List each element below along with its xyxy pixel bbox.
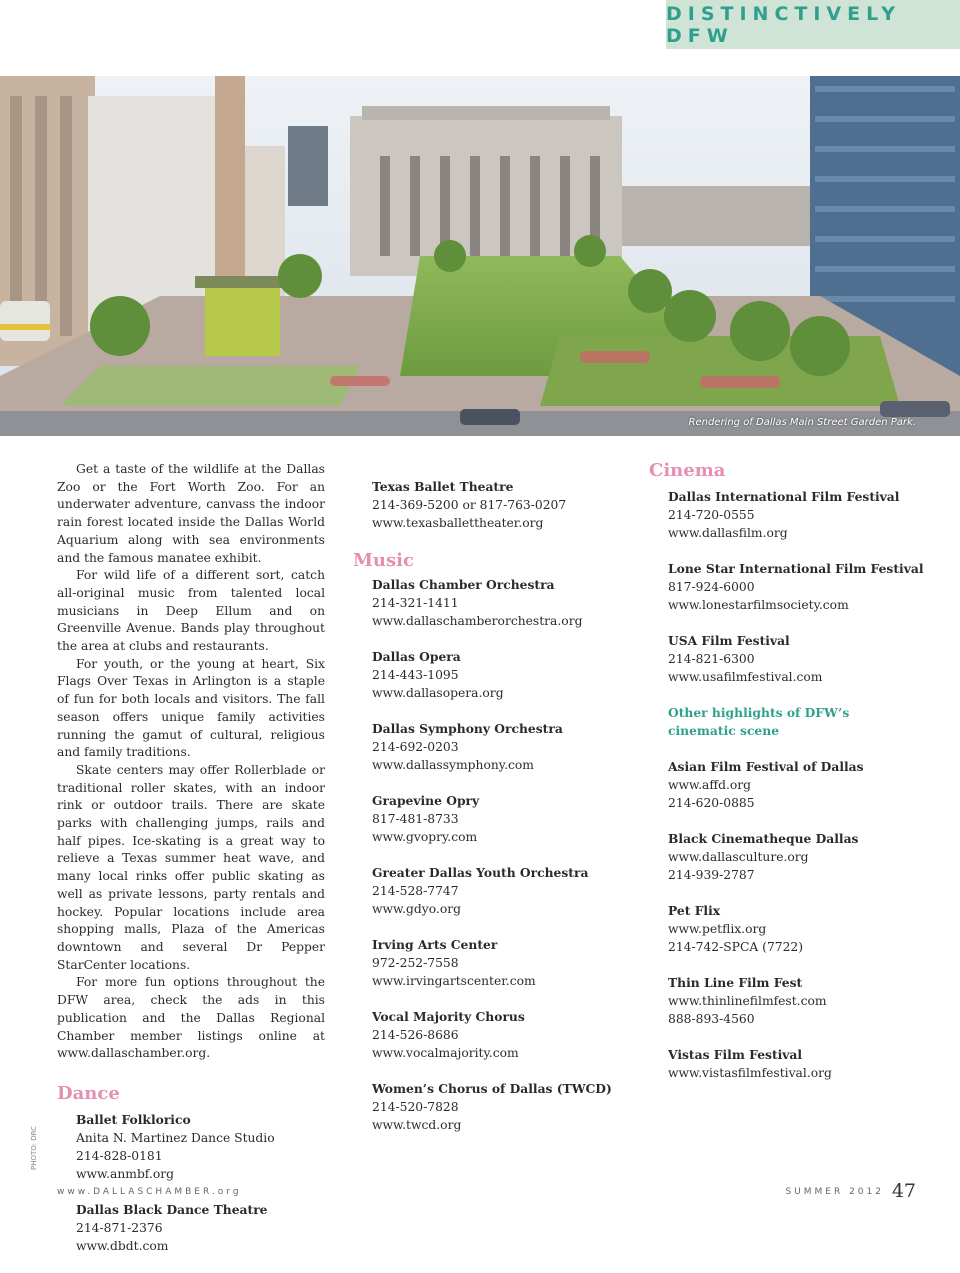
listing-item <box>668 758 929 812</box>
listing-name: Thin Line Film Fest <box>668 975 803 990</box>
listing-item <box>668 830 929 884</box>
listing-item <box>668 560 929 614</box>
listing-phone: 214-871-2376 <box>76 1220 163 1235</box>
listing-name: Irving Arts Center <box>372 937 498 952</box>
intro-paragraph: Get a taste of the wildlife at the Dallas Zoo or the Fort Worth Zoo. For an underwater adventure, canvass the indoor rain forest located inside the Dallas World Aquarium along with sea environments and the famous manatee exhibit. <box>57 462 325 565</box>
listing-name: Ballet Folklorico <box>76 1111 191 1127</box>
listing-item <box>372 576 633 630</box>
listing-phone: 214-443-1095 <box>372 668 459 682</box>
listing-phone: 817-481-8733 <box>372 812 459 826</box>
listing-phone: 214-828-0181 <box>76 1148 163 1163</box>
section-tag-label: DISTINCTIVELY DFW <box>666 2 902 47</box>
listing-item <box>372 720 633 774</box>
listing-item <box>372 864 633 918</box>
cinema-heading: Cinema <box>649 460 726 481</box>
listing-website: www.usafilmfestival.com <box>668 670 823 684</box>
listing-item <box>372 1080 633 1134</box>
listing-website: www.vocalmajority.com <box>372 1046 519 1060</box>
listing-name: Dallas Opera <box>372 649 461 664</box>
subheading-line: Other highlights of DFW’s <box>668 705 850 720</box>
listing-phone: 214-369-5200 or 817-763-0207 <box>372 498 567 512</box>
listing-phone: 214-821-6300 <box>668 652 755 666</box>
listing-item <box>668 902 929 956</box>
photo-credit-text: PHOTO: DRC <box>30 1125 38 1170</box>
hero-image <box>0 76 960 436</box>
listing-phone: 214-620-0885 <box>668 796 755 810</box>
listing-website: www.dallasopera.org <box>372 686 504 700</box>
music-heading: Music <box>353 550 414 571</box>
listing-item <box>372 1008 633 1062</box>
listing-name: Dallas Symphony Orchestra <box>372 721 563 736</box>
listing-website: www.lonestarfilmsociety.com <box>668 598 849 612</box>
listing-name: Dallas Black Dance Theatre <box>76 1201 268 1217</box>
listing-phone: 214-321-1411 <box>372 596 459 610</box>
listing-name: Greater Dallas Youth Orchestra <box>372 865 589 880</box>
listing-phone: 214-526-8686 <box>372 1028 459 1042</box>
listing-phone: 214-520-7828 <box>372 1100 459 1114</box>
listing-name: Lone Star International Film Festival <box>668 561 924 576</box>
listing-phone: 817-924-6000 <box>668 580 755 594</box>
listing-name: Black Cinematheque Dallas <box>668 831 859 846</box>
article-column-1 <box>57 461 325 1273</box>
listing-ballet-folklorico <box>76 1111 325 1183</box>
cinema-highlights-subheading <box>668 704 929 740</box>
listing-website: www.dallassymphony.com <box>372 758 534 772</box>
page-number: 47 <box>891 1180 916 1202</box>
listing-website: www.gdyo.org <box>372 902 461 916</box>
listing-name: Asian Film Festival of Dallas <box>668 759 864 774</box>
listing-phone: 888-893-4560 <box>668 1012 755 1026</box>
listing-website: www.affd.org <box>668 778 752 792</box>
listing-item <box>372 936 633 990</box>
music-list <box>353 576 633 1134</box>
listing-item <box>372 792 633 846</box>
listing-website: www.dbdt.com <box>76 1238 169 1253</box>
park-rendering-illustration <box>0 76 960 436</box>
listing-item <box>668 488 929 542</box>
intro-paragraph: For wild life of a different sort, catch all-original music from talented local musicians in Deep Ellum and on Greenville Avenue. Bands play throughout the area at clubs and restaurants. <box>57 568 325 654</box>
listing-phone: 972-252-7558 <box>372 956 459 970</box>
listing-website: www.texasballettheater.org <box>372 516 544 530</box>
listing-name: Dallas International Film Festival <box>668 489 900 504</box>
photo-caption: Rendering of Dallas Main Street Garden Park. <box>688 417 916 428</box>
listing-item <box>372 648 633 702</box>
intro-paragraph: Skate centers may offer Rollerblade or traditional roller skates, with an indoor rink or outdoor trails. There are skate parks with challenging jumps, rails and half pipes. Ice-skating is a great way to relieve a Texas summer heat wave, and many local rinks offer public skating as well as private lessons, party rentals and hockey. Popular locations include area shopping malls, Plaza of the Americas downtown and several Dr Pepper StarCenter locations. <box>57 762 325 972</box>
photo-credit <box>30 1125 44 1170</box>
listing-name: Vistas Film Festival <box>668 1047 803 1062</box>
listing-line: Anita N. Martinez Dance Studio <box>76 1130 275 1145</box>
listing-item <box>668 1046 929 1082</box>
section-tag <box>666 0 960 49</box>
listing-website: www.vistasfilmfestival.org <box>668 1066 832 1080</box>
listing-name: Dallas Chamber Orchestra <box>372 577 555 592</box>
listing-website: www.dallasculture.org <box>668 850 809 864</box>
listing-website: www.twcd.org <box>372 1118 462 1132</box>
listing-website: www.thinlinefilmfest.com <box>668 994 827 1008</box>
dance-section <box>57 1083 325 1255</box>
listing-name: Pet Flix <box>668 903 721 918</box>
listing-texas-ballet-theatre <box>372 478 633 532</box>
listing-name: Grapevine Opry <box>372 793 480 808</box>
listing-name: Texas Ballet Theatre <box>372 479 514 494</box>
dance-heading: Dance <box>57 1082 120 1104</box>
listing-website: www.anmbf.org <box>76 1166 174 1181</box>
footer-issue: SUMMER 2012 <box>785 1187 884 1197</box>
listing-item <box>668 632 929 686</box>
article-column-3 <box>649 460 929 1100</box>
listing-phone: 214-939-2787 <box>668 868 755 882</box>
subheading-line: cinematic scene <box>668 723 780 738</box>
footer-website: www.DALLASCHAMBER.org <box>57 1187 242 1197</box>
listing-phone: 214-742-SPCA (7722) <box>668 940 804 954</box>
intro-paragraph: For youth, or the young at heart, Six Flags Over Texas in Arlington is a staple of fun for both locals and visitors. The fall season offers unique family activities running the gamut of cultural, religious and family traditions. <box>57 656 325 760</box>
listing-name: Vocal Majority Chorus <box>372 1009 525 1024</box>
listing-phone: 214-720-0555 <box>668 508 755 522</box>
listing-website: www.petflix.org <box>668 922 767 936</box>
listing-website: www.dallaschamberorchestra.org <box>372 614 583 628</box>
listing-item <box>668 974 929 1028</box>
listing-phone: 214-528-7747 <box>372 884 459 898</box>
listing-website: www.dallasfilm.org <box>668 526 788 540</box>
article-column-2 <box>353 478 633 1152</box>
listing-website: www.gvopry.com <box>372 830 478 844</box>
listing-phone: 214-692-0203 <box>372 740 459 754</box>
listing-name: Women’s Chorus of Dallas (TWCD) <box>372 1081 612 1096</box>
intro-paragraph: For more fun options throughout the DFW area, check the ads in this publication and the Dallas Regional Chamber member listings online at www.dallaschamber.org. <box>57 975 325 1061</box>
cinema-list <box>649 488 929 1082</box>
listing-name: USA Film Festival <box>668 633 790 648</box>
listing-website: www.irvingartscenter.com <box>372 974 536 988</box>
